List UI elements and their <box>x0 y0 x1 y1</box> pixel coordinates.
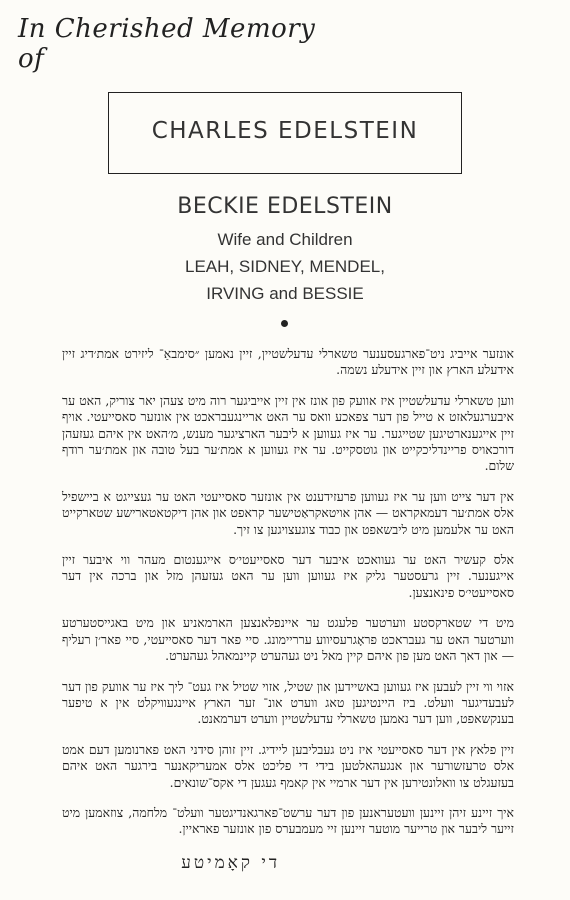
family-line-1: Wife and Children <box>217 230 353 249</box>
tribute-paragraph: אלס קעשיר האט ער געוואכט איבער דער סאסייעטי׳ס אייגענטום מעהר ווי איבער זיין אייגענער. זיין גרעסטער גליק איז געווען ווען ער האט געזעהן מזל און ברכה אין דער סאסייעטי׳ס פינאנצען. <box>62 552 514 600</box>
tribute-paragraph: מיט די שטארקסטע ווערטער פלעגט ער איינפלאנצען הארמאניע און מיט באגייסטערטע ווערטער האט ער געבראכט פראָגרעסיווע ערריימונג. סיי פאר דער סאסייעטי, סיי פאר׳ן רעליף — און דאך האט מען פון איהם קיין מאל ניט געהערט קיינמאהל געהערט. <box>62 615 514 664</box>
tribute-paragraph: ווען טשארלי עדעלשטיין איז אוועק פון אונז אין זיין אייביגער רוה מיט צעהן יאר צוריק, האט ער איבערגעלאזט א טייל פון דער צפאכע וואס ער האט אריינגעבראכט אין אונזער סאסייעטי. אויף זיין אייגענארטיגען שטייגער. ער איז געווען א ליבער הארציגער מענש, מ׳האט אין איהם געזעהן דורכאויס פריינדליכקייט און גוטסקייט. ער איז געווען א אמת׳ער בעל טובה און אמת׳ער רודף שלום. <box>62 392 514 474</box>
name-box <box>108 92 462 174</box>
second-name: BECKIE EDELSTEIN <box>177 194 393 219</box>
family-block <box>0 226 570 307</box>
divider-bullet <box>281 320 288 327</box>
tribute-paragraph: אונזער אייביג ניט־פארגעסענער טשארלי עדעלשטיין, זיין נאמען ״סימבאַ־ ליזירט אמת׳דיג זיין אידעלע הארץ און זיין אידעלע נשמה. <box>62 346 514 378</box>
deceased-name: CHARLES EDELSTEIN <box>151 118 419 144</box>
tribute-paragraph: אין דער צייט ווען ער איז געווען פרעזידענט אין אונזער סאסייעטי האט ער געצייגט א ביישפיל אלס אמת׳ער דעמאקראט — אהן אויטאקראַטישער קראפט און אהן דיקטאטארישע שטארקייט האט ער אלעמען מיט ליבשאפט און כבוד צוגעצויגען צו זיך. <box>62 488 514 537</box>
tribute-paragraph: זיין פלאץ אין דער סאסייעטי איז ניט געבליבען ליידיג. זיין זוהן סידני האט פארנומען דעם אמט אלס טרעזשורער און אנגעהאלטען בידי די פליכט אלס אמעריקאנער בירגער האט איהם בעזעגלט צו וואלונטירען אין דער ארמיי אין קאמף געגען די אקס־שונאים. <box>62 741 514 790</box>
signature: די קאָמיטע <box>181 853 280 873</box>
tribute-text <box>62 346 514 852</box>
family-line-3: IRVING and BESSIE <box>206 284 364 303</box>
tribute-paragraph: אזוי ווי זיין לעבען איז געווען באשיידען און שטיל, אזוי שטיל איז געט־ ליך איז ער אוועק פון דער לעבעדיגער וועלט. ביז היינטיגען טאג ווערט אונ־ זער הארץ איינגעוויקלט אין א טיפער בענקשאפט, ווען דער נאמען טשארלי עדעלשטיין ווערט דערמאנט. <box>62 678 514 727</box>
memorial-heading: In Cherished Memory of <box>18 14 316 74</box>
tribute-paragraph: איך זיינע זיהן זיינען וועטעראנען פון דער ערשט־פארגאנדיגטער וועלט־ מלחמה, צוזאמען מיט זייער ליבער און טרייער מוטער זיינען זיי מעמבערס פון אונזער פאראיין. <box>62 804 514 837</box>
family-line-2: LEAH, SIDNEY, MENDEL, <box>185 257 385 276</box>
